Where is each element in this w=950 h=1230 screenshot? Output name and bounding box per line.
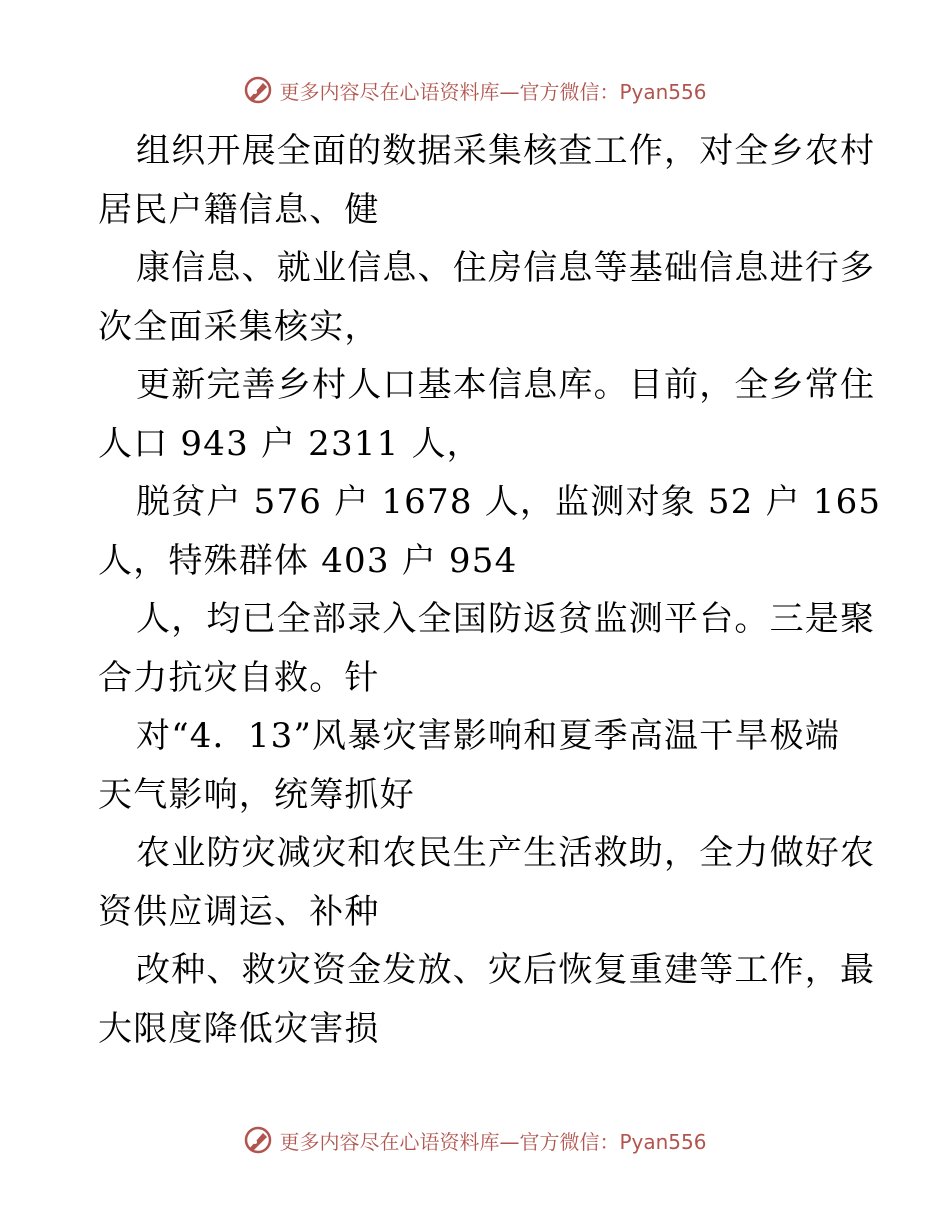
header-banner [0,70,950,110]
footer-banner-text: 更多内容尽在心语资料库—官方微信：Pyan556 [279,1129,707,1154]
body-line: 居民户籍信息、健 [98,189,380,230]
body-line: 更新完善乡村人口基本信息库。目前，全乡常住 [136,365,876,405]
body-line: 农业防灾减灾和农民生产生活救助，全力做好农 [136,833,876,873]
body-line: 脱贫户 576 户 1678 人，监测对象 52 户 165 [136,482,882,522]
header-banner-text: 更多内容尽在心语资料库—官方微信：Pyan556 [279,79,707,104]
document-body [98,122,882,1058]
body-line: 康信息、就业信息、住房信息等基础信息进行多 [136,248,876,288]
body-line: 大限度降低灾害损 [98,1008,380,1049]
body-line: 次全面采集核实， [98,306,380,347]
pen-logo-icon [243,75,273,105]
body-line: 人口 943 户 2311 人， [98,423,482,464]
body-line: 天气影响，统筹抓好 [98,774,415,815]
body-line: 合力抗灾自救。针 [98,657,380,698]
footer-banner [0,1120,950,1160]
body-line: 组织开展全面的数据采集核查工作，对全乡农村 [136,131,876,171]
body-line: 资供应调运、补种 [98,891,380,932]
body-line: 人，均已全部录入全国防返贫监测平台。三是聚 [136,599,876,639]
body-line: 对“4．13”风暴灾害影响和夏季高温干旱极端 [136,716,841,756]
pen-logo-icon [243,1125,273,1155]
body-line: 人，特殊群体 403 户 954 [98,540,518,581]
body-line: 改种、救灾资金发放、灾后恢复重建等工作，最 [136,950,876,990]
